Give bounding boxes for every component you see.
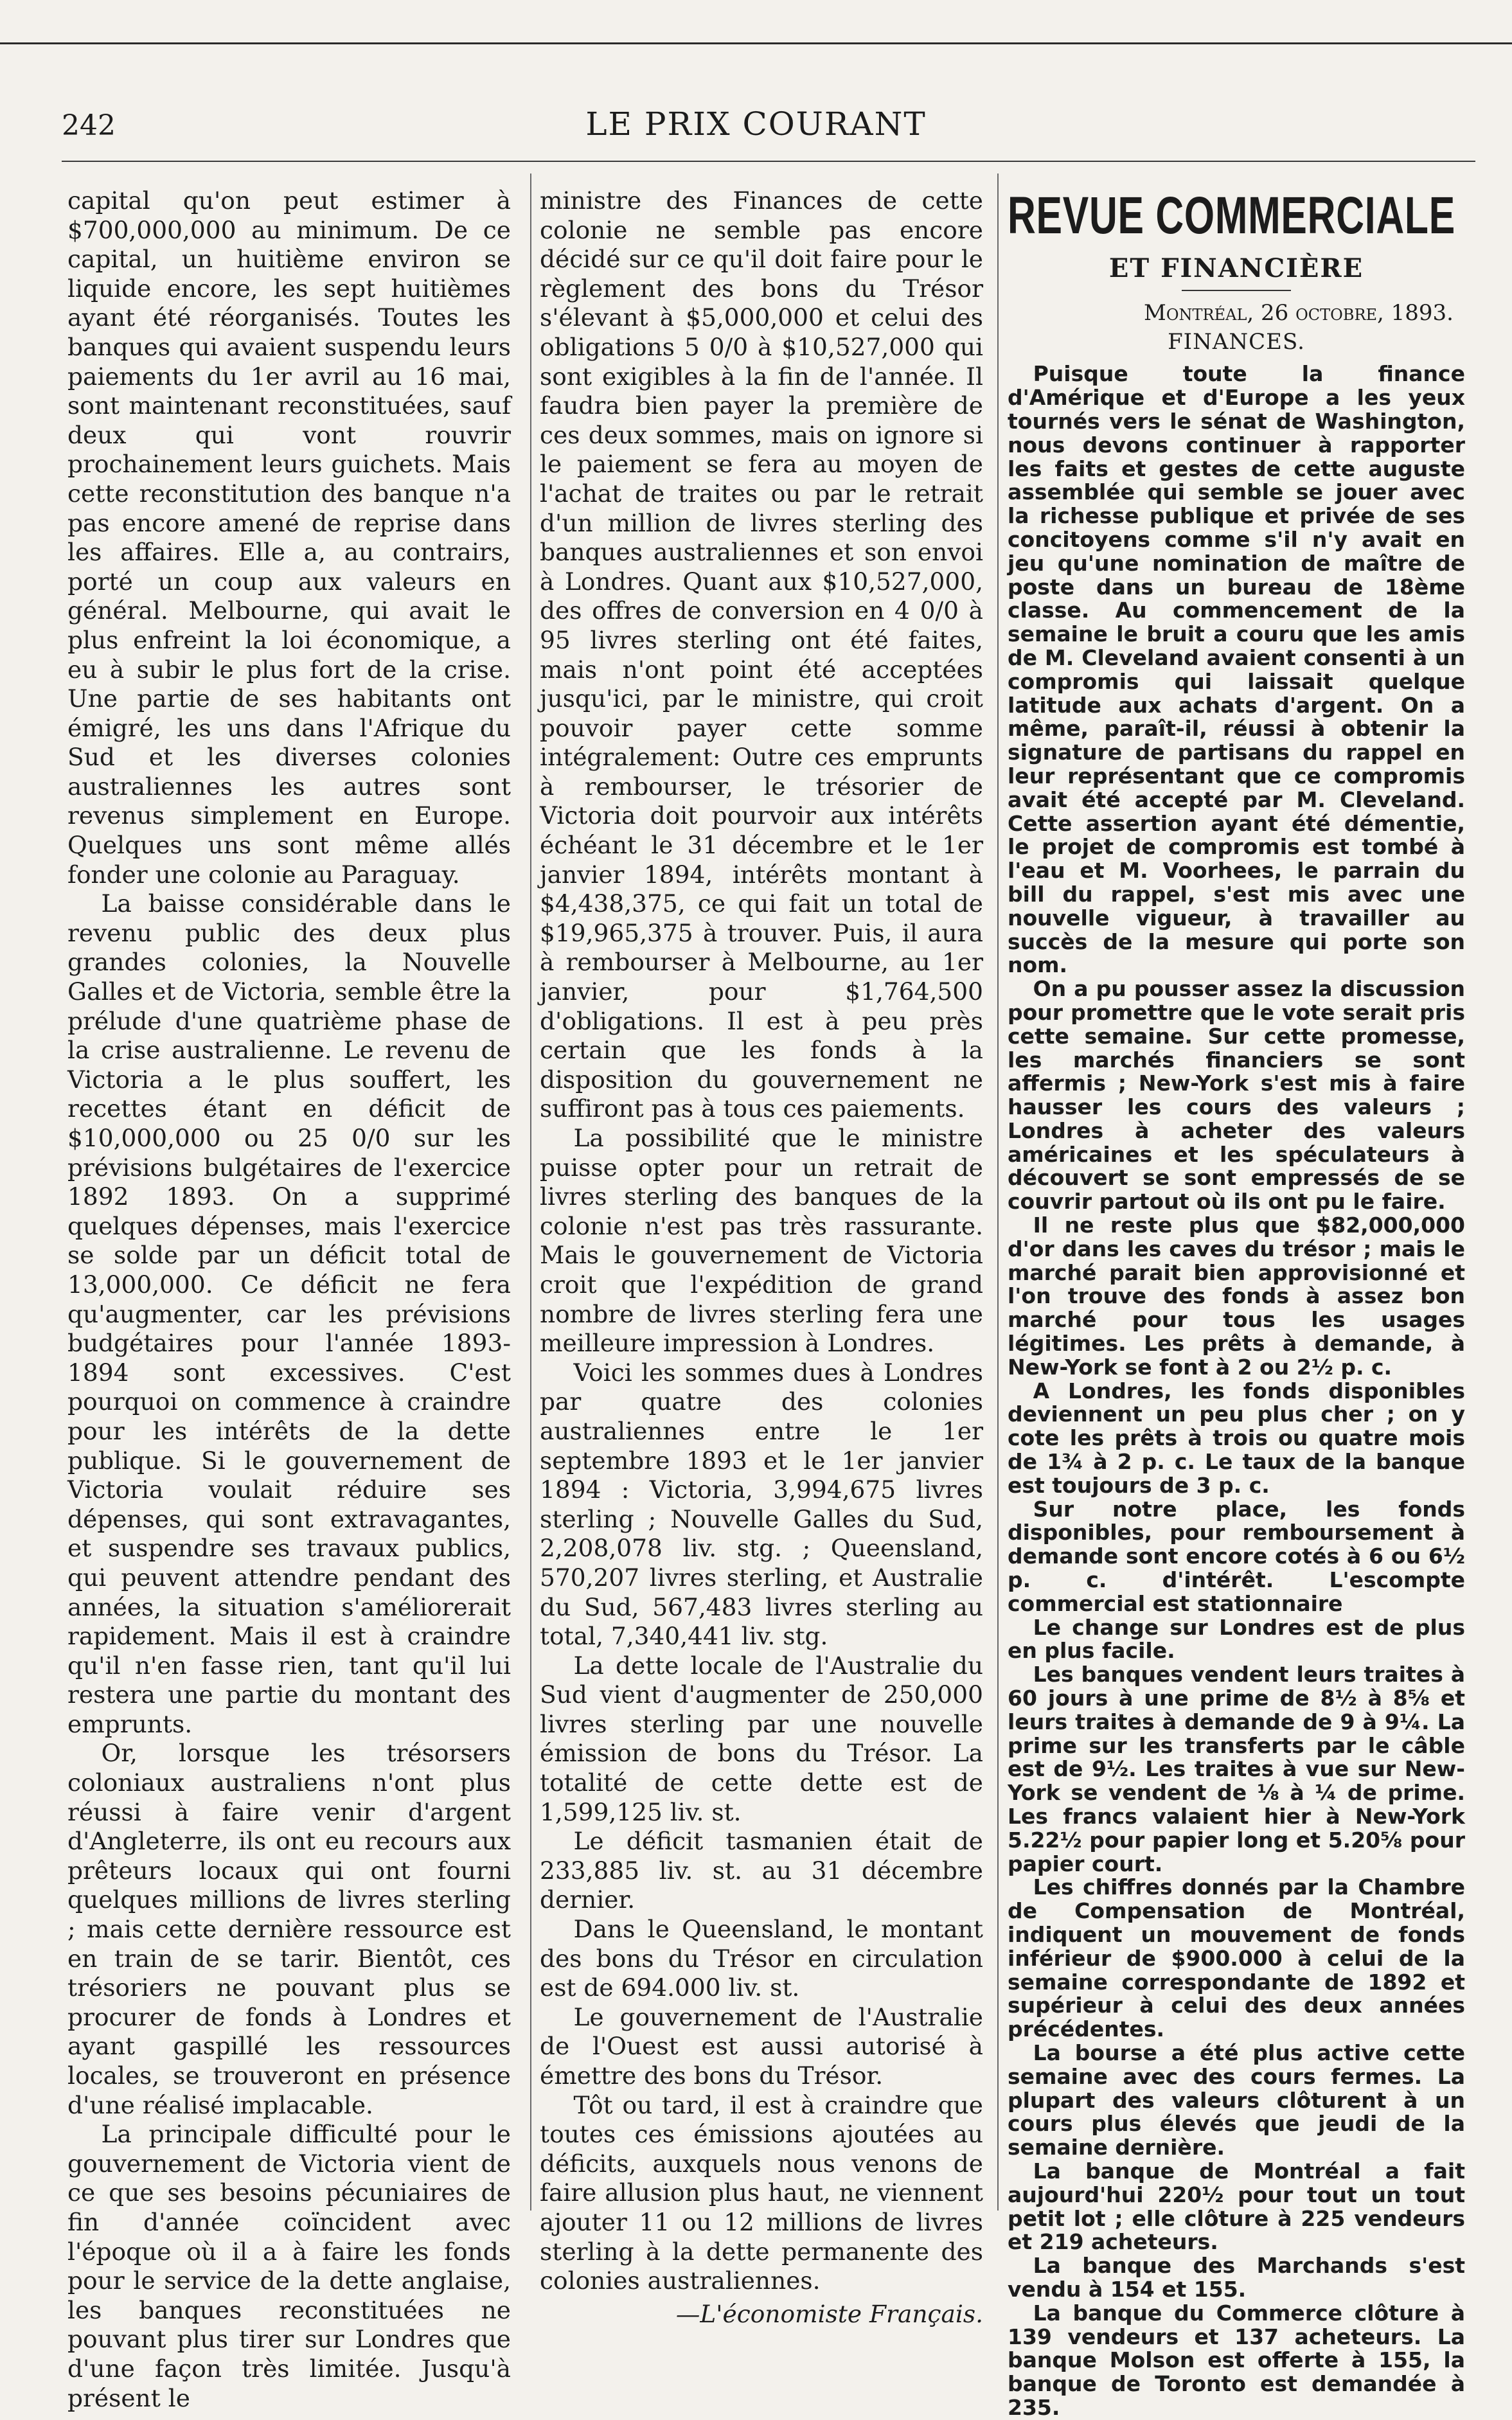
dateline: Montréal, 26 octobre, 1893.: [1144, 299, 1454, 326]
column-b-paragraph: La dette locale de l'Australie du Sud vient d'augmenter de 250,000 livres sterling par une nouvelle émission de bons du Trésor. La totalité de cette dette est de 1,599,125 liv. st.: [540, 1651, 983, 1826]
column-c: [1008, 186, 1465, 2420]
column-a-paragraph: Or, lorsque les trésorsers coloniaux australiens n'ont plus réussi à faire venir d'argent d'Angleterre, ils ont eu recours aux prêteurs locaux qui ont fourni quelques millions de livres sterling ; mais cette dernière ressource est en train de se tarir. Bientôt, ces trésoriers ne pouvant plus se procurer de fonds à Londres et ayant gaspillé les ressources locales, se trouveront en présence d'une réalisé implacable.: [67, 1739, 511, 2119]
column-b-paragraph: Voici les sommes dues à Londres par quatre des colonies australiennes entre le 1er septembre 1893 et le 1er janvier 1894 : Victoria, 3,994,675 livres sterling ; Nouvelle Galles du Sud, 2,208,078 liv. stg. ; Queensland, 570,207 livres sterling, et Australie du Sud, 567,483 livres sterling au total, 7,340,441 liv. stg.: [540, 1358, 983, 1651]
top-page-rule: [0, 42, 1512, 44]
column-c-paragraph: La banque des Marchands s'est vendu à 154 et 155.: [1008, 2253, 1465, 2302]
column-a-paragraph: capital qu'on peut estimer à $700,000,000 au minimum. De ce capital, un huitième environ se liquide encore, les sept huitièmes ayant été réorganisés. Toutes les banques qui avaient suspendu leurs paiements du 1er avril au 16 mai, sont maintenant reconstituées, sauf deux qui vont rouvrir prochainement leurs guichets. Mais cette reconstitution des banque n'a pas encore amené de reprise dans les affaires. Elle a, au contrairs, porté un coup aux valeurs en général. Melbourne, qui avait le plus enfreint la loi économique, a eu à subir le plus fort de la crise. Une partie de ses habitants ont émigré, les uns dans l'Afrique du Sud et les diverses colonies australiennes les autres sont revenus simplement en Europe. Quelques uns sont même allés fonder une colonie au Paraguay.: [67, 186, 511, 889]
column-c-paragraph: Le change sur Londres est de plus en plus facile.: [1008, 1614, 1465, 1664]
column-c-paragraph: Puisque toute la finance d'Amérique et d'Europe a les yeux tournés vers le sénat de Washington, nous devons continuer à rapporter les faits et gestes de cette auguste assemblée qui semble se jouer avec la richesse publique et privée de ses concitoyens comme s'il n'y avait en jeu qu'une nomination de maître de poste dans un bureau de 18ème classe. Au commencement de la semaine le bruit a couru que les amis de M. Cleveland avaient consenti à un compromis qui laissait quelque latitude aux achats d'argent. On a même, paraît-il, réussi à obtenir la signature de partisans du rappel en leur représentant que ce compromis avait été accepté par M. Cleveland. Cette assertion ayant été démentie, le projet de compromis est tombé à l'eau et M. Voorhees, le parrain du bill du rappel, s'est mis avec une nouvelle vigueur, à travailler au succès de la mesure qui porte son nom.: [1008, 361, 1465, 978]
column-c-paragraph: La banque de Montréal a fait aujourd'hui 220½ pour tout un tout petit lot ; elle clôture à 225 vendeurs et 219 acheteurs.: [1008, 2158, 1465, 2255]
column-separator-1: [530, 173, 531, 2211]
column-b: [540, 186, 983, 2329]
section-heading-finances: FINANCES.: [1168, 328, 1305, 355]
revue-subtitle: ET FINANCIÈRE: [1108, 253, 1364, 283]
column-a-paragraph: La principale difficulté pour le gouvernement de Victoria vient de ce que ses besoins pécuniaires de fin d'année coïncident avec l'époque où il a à faire les fonds pour le service de la dette anglaise, les banques reconstituées ne pouvant plus tirer sur Londres que d'une façon très limitée. Jusqu'à présent le: [67, 2120, 511, 2412]
column-b-paragraph: Dans le Queensland, le montant des bons du Trésor en circulation est de 694.000 liv. st.: [540, 1915, 983, 2002]
article-signature: —L'économiste Français.: [675, 2299, 983, 2328]
column-c-paragraph: Les chiffres donnés par la Chambre de Compensation de Montréal, indiquent un mouvement de fonds inférieur de $900.000 à celui de la semaine correspondante de 1892 et supérieur à celui des deux années précédentes.: [1008, 1874, 1465, 2042]
column-b-paragraph: Le gouvernement de l'Australie de l'Ouest est aussi autorisé à émettre des bons du Trésor.: [540, 2002, 983, 2090]
running-title: LE PRIX COURANT: [585, 105, 927, 143]
column-c-paragraph: Les banques vendent leurs traites à 60 jours à une prime de 8½ à 8⅝ et leurs traites à demande de 9 à 9¼. La prime sur les transferts par le câble est de 9½. Les traites à vue sur New-York se vendent de ⅛ à ¼ de prime. Les francs valaient hier à New-York 5.22½ pour papier long et 5.20⅝ pour papier court.: [1008, 1662, 1465, 1876]
column-separator-2: [997, 173, 999, 2211]
revue-title: REVUE COMMERCIALE: [1008, 186, 1455, 245]
column-b-paragraph: ministre des Finances de cette colonie ne semble pas encore décidé sur ce qu'il doit faire pour le règlement des bons du Trésor s'élevant à $5,000,000 et celui des obligations 5 0/0 à $10,527,000 qui sont exigibles à la fin de l'année. Il faudra bien payer la première de ces deux sommes, mais on ignore si le paiement se fera au moyen de l'achat de traites ou par le retrait d'un million de livres sterling des banques australiennes et son envoi à Londres. Quant aux $10,527,000, des offres de conversion en 4 0/0 à 95 livres sterling ont été faites, mais n'ont point été acceptées jusqu'ici, par le ministre, qui croit pouvoir payer cette somme intégralement: Outre ces emprunts à rembourser, le trésorier de Victoria doit pourvoir aux intérêts échéant le 31 décembre et le 1er janvier 1894, intérêts montant à $4,438,375, ce qui fait un total de $19,965,375 à trouver. Puis, il aura à rembourser à Melbourne, au 1er janvier, pour $1,764,500 d'obligations. Il est à peu près certain que les fonds à la disposition du gouvernement ne suffiront pas à tous ces paiements.: [540, 186, 983, 1123]
column-a: [67, 186, 511, 2413]
column-c-paragraph: On a pu pousser assez la discussion pour promettre que le vote serait pris cette semaine. Sur cette promesse, les marchés financiers se sont affermis ; New-York s'est mis à faire hausser les cours des valeurs ; Londres à acheter des valeurs américaines et les spéculateurs à découvert se sont empressés de se couvrir partout où ils ont pu le faire.: [1008, 976, 1465, 1214]
column-a-paragraph: La baisse considérable dans le revenu public des deux plus grandes colonies, la Nouvelle Galles et de Victoria, semble être la prélude d'une quatrième phase de la crise australienne. Le revenu de Victoria a le plus souffert, les recettes étant en déficit de $10,000,000 ou 25 0/0 sur les prévisions bulgétaires de l'exercice 1892 1893. On a supprimé quelques dépenses, mais l'exercice se solde par un déficit total de 13,000,000. Ce déficit ne fera qu'augmenter, car les prévisions budgétaires pour l'année 1893-1894 sont excessives. C'est pourquoi on commence à craindre pour les intérêts de la dette publique. Si le gouvernement de Victoria voulait réduire ses dépenses, qui sont extravagantes, et suspendre ses travaux publics, qui peuvent attendre pendant des années, la situation s'améliorerait rapidement. Mais il est à craindre qu'il n'en fasse rien, tant qu'il lui restera une partie du montant des emprunts.: [67, 889, 511, 1738]
header-rule: [62, 161, 1475, 162]
column-c-paragraph: Il ne reste plus que $82,000,000 d'or dans les caves du trésor ; mais le marché parait bien approvisionné et l'on trouve des fonds à assez bon marché pour tous les usages légitimes. Les prêts à demande, à New-York se font à 2 ou 2½ p. c.: [1008, 1213, 1465, 1380]
column-b-paragraph: La possibilité que le ministre puisse opter pour un retrait de livres sterling des banques de la colonie n'est pas très rassurante. Mais le gouvernement de Victoria croit que l'expédition de grand nombre de livres sterling fera une meilleure impression à Londres.: [540, 1124, 983, 1358]
column-c-paragraph: La bourse a été plus active cette semaine avec des cours fermes. La plupart des valeurs clôturent à un cours plus élevés que jeudi de la semaine dernière.: [1008, 2040, 1465, 2160]
column-b-paragraph: Tôt ou tard, il est à craindre que toutes ces émissions ajoutées au déficits, auxquels nous venons de faire allusion plus haut, ne viennent ajouter 11 ou 12 millions de livres sterling à la dette permanente des colonies australiennes.: [540, 2090, 983, 2295]
column-c-paragraph: La banque du Commerce clôture à 139 vendeurs et 137 acheteurs. La banque Molson est offerte à 155, la banque de Toronto est demandée à 235.: [1008, 2300, 1465, 2420]
page-number: 242: [62, 109, 116, 142]
short-rule: [1182, 290, 1291, 291]
column-c-paragraph: A Londres, les fonds disponibles deviennent un peu plus cher ; on y cote les prêts à trois ou quatre mois de 1¾ à 2 p. c. Le taux de la banque est toujours de 3 p. c.: [1008, 1378, 1465, 1498]
column-c-paragraph: Sur notre place, les fonds disponibles, pour remboursement à demande sont encore cotés à 6 ou 6½ p. c. d'intérêt. L'escompte commercial est stationnaire: [1008, 1496, 1465, 1616]
column-b-paragraph: Le déficit tasmanien était de 233,885 liv. st. au 31 décembre dernier.: [540, 1827, 983, 1914]
